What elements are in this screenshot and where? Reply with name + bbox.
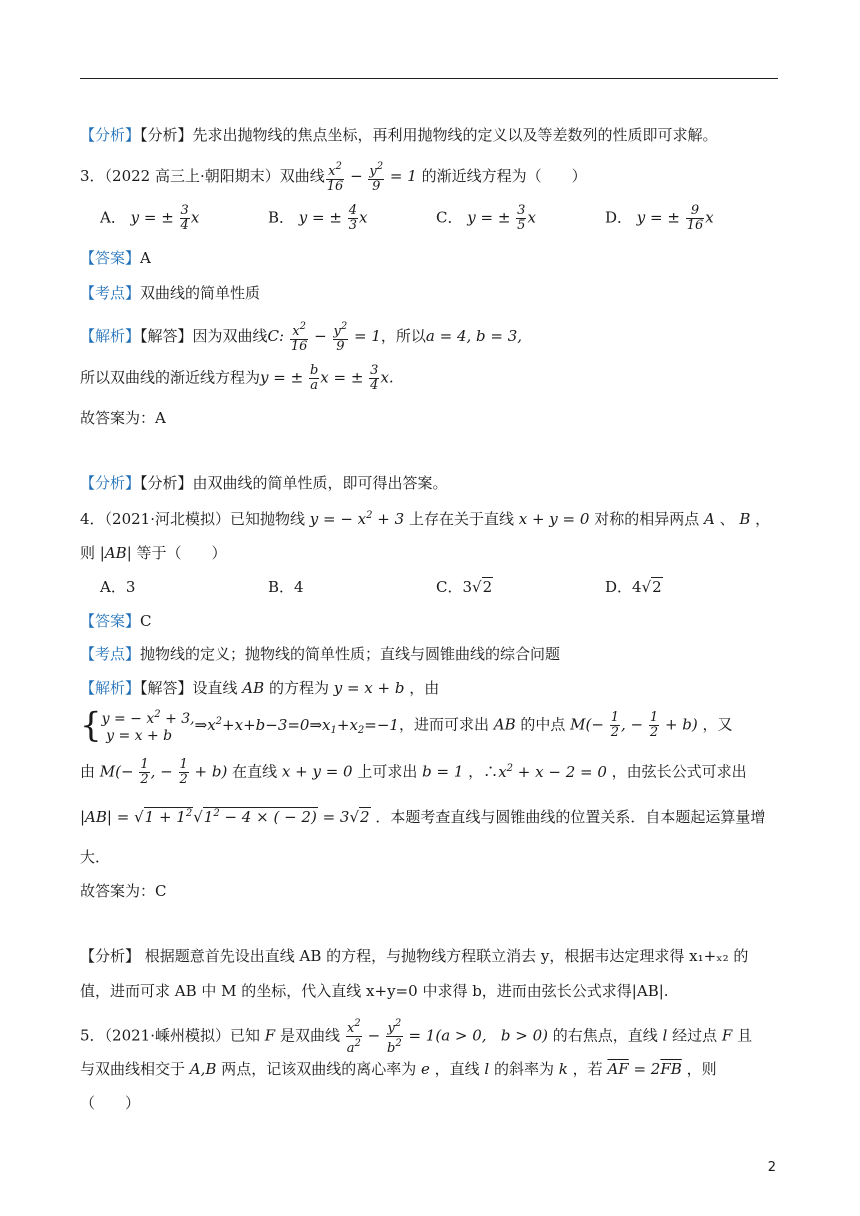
q3-analysis: 【分析】【分析】由双曲线的简单性质，即可得出答案。 — [80, 474, 448, 492]
q4-solution-3: 由 M(− $\frac{1}{2}$ , − $\frac{1}{2}$ + b) 在直线 x + y = 0 上可求出 b = 1 ，$\therefore x^2 + x - 2 = 0$ ，由弦长公式可求出 — [80, 757, 747, 787]
q4-final: 故答案为：C — [80, 882, 167, 900]
q4-solution-5: 大． — [80, 848, 111, 866]
q4-analysis-2: 值，进而可求 AB 中 M 的坐标，代入直线 x+y=0 中求得 b，进而由弦长公式求得|AB|. — [80, 982, 669, 1000]
q4-solution-1: 【解析】【解答】设直线 AB 的方程为 y = x + b ，由 — [80, 679, 440, 697]
q3-solution-2: 所以双曲线的渐近线方程为y = ± $\frac{b}{a}$ x = ± $\frac{3}{4}$ x. — [80, 363, 394, 393]
q4-answer: 【答案】C — [80, 612, 152, 630]
q5-stem-3: （ ） — [80, 1094, 141, 1112]
analysis-prev: 【分析】【分析】先求出抛物线的焦点坐标，再利用抛物线的定义以及等差数列的性质即可求解。 — [80, 126, 718, 144]
q4-solution-4: $|AB| = √1 + 1^2√1^2 - 4$ × ( − 2) = 3√2 ．本题考查直线与圆锥曲线的位置关系．自本题起运算量增 — [80, 808, 766, 826]
q3-option-b[interactable]: B． y = ± $\frac{4}{3}$ x — [268, 203, 368, 233]
q4-stem-2: 则 |AB| 等于（ ） — [80, 544, 227, 562]
q4-stem-1: 4．（2021·河北模拟）已知抛物线 y = − $x^2 + 3$ 上存在关于直线 x + y = 0 对称的相异两点 A 、 B ， — [80, 510, 771, 528]
q5-stem-1: 5．（2021·嵊州模拟）已知 F 是双曲线 $\frac{x^2}{a^2}$ − $\frac{y^2}{b^2}$ = 1(a > 0, b > 0) 的右焦点，直线 l 经过点 F 且 — [80, 1018, 753, 1056]
q4-option-a[interactable]: A．3 — [100, 578, 136, 596]
q3-point: 【考点】双曲线的简单性质 — [80, 284, 261, 302]
q3-solution-1: 【解析】【解答】因为双曲线C: $\frac{x^2}{16}$ − $\frac{y^2}{9}$ = 1，所以a = 4, b = 3, — [80, 321, 523, 354]
q4-option-c[interactable]: C．3√2 — [436, 578, 493, 596]
q4-option-b[interactable]: B．4 — [268, 578, 304, 596]
q3-option-c[interactable]: C． y = ± $\frac{3}{5}$ x — [436, 203, 536, 233]
q5-stem-2: 与双曲线相交于 A,B 两点，记该双曲线的离心率为 e ，直线 l 的斜率为 k ，若 $\overline{AF} = 2\overline{FB}$ ，则 — [80, 1060, 717, 1078]
q4-option-d[interactable]: D．4√2 — [605, 578, 662, 596]
q4-solution-2: {y = − $x^2 + 3$, $y = x + b\Rightarrow x^2+x+b-3=0\Rightarrow x_1+x_2=-1$，进而可求出 AB 的中点 M(− $\frac{1}{2}$ , − $\frac{1}{2}$ + b) ，又 — [80, 705, 733, 746]
q3-option-d[interactable]: D． y = ± $\frac{9}{16}$ x — [605, 203, 714, 233]
q3-answer: 【答案】A — [80, 249, 151, 267]
q4-point: 【考点】抛物线的定义；抛物线的简单性质；直线与圆锥曲线的综合问题 — [80, 645, 561, 663]
header-rule — [80, 78, 778, 79]
q3-final: 故答案为：A — [80, 409, 166, 427]
page-number: 2 — [767, 1160, 776, 1175]
q3-option-a[interactable]: A． y = ± $\frac{3}{4}$ x — [100, 203, 200, 233]
q4-analysis-1: 【分析】 根据题意首先设出直线 AB 的方程，与抛物线方程联立消去 y，根据韦达定理求得 x₁+ₓ₂ 的 — [80, 947, 749, 965]
q3-stem: 3．（2022 高三上·朝阳期末）双曲线 $\frac{x^2}{16}$ − $\frac{y^2}{9}$ = 1 的渐近线方程为（ ） — [80, 161, 587, 194]
